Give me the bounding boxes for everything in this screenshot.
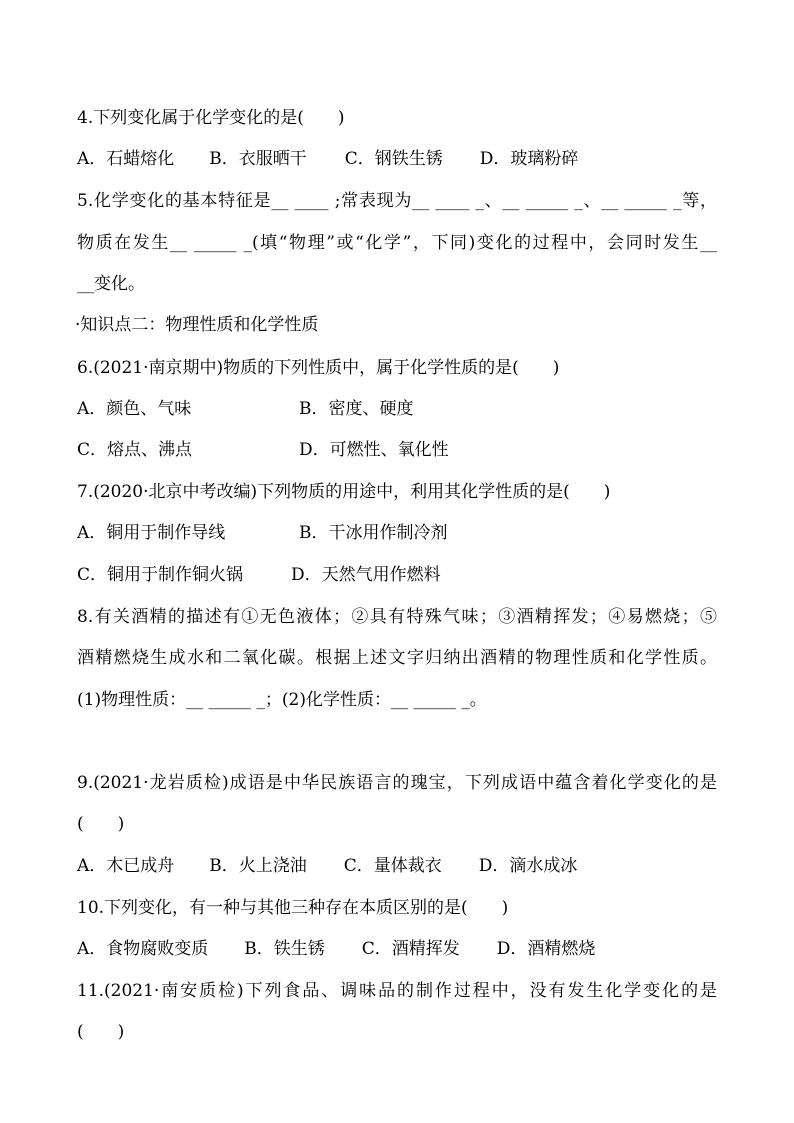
q11-answer-blank: ( ) [77,1022,125,1042]
q9-answer-blank: ( ) [77,814,125,834]
q6-options-row-1 [77,397,717,421]
q7-option-a: A．铜用于制作导线 [77,523,226,543]
q4-stem: 4.下列变化属于化学变化的是( ) [77,108,345,128]
q10-stem: 10.下列变化，有一种与其他三种存在本质区别的是( ) [77,898,509,918]
q9-option-a: A．木已成舟 [77,856,175,876]
q8-line-3: (1)物理性质：__ _____ _；(2)化学性质：__ _____ _。 [77,690,487,710]
q4-options [77,147,717,171]
q5-line-2: 物质在发生__ _____ _(填“物理”或“化学”，下同)变化的过程中，会同时发生__ [77,233,717,253]
q7-options-row-2 [77,563,717,587]
q5-line-3: __变化。 [77,274,145,294]
q8-line-2: 酒精燃烧生成水和二氧化碳。根据上述文字归纳出酒精的物理性质和化学性质。 [77,648,717,668]
q6-option-c: C．熔点、沸点 [77,440,193,460]
q7-option-b: B．干冰用作制冷剂 [299,523,448,543]
q10-options [77,937,717,961]
q10-option-c: C．酒精挥发 [361,939,460,959]
q6-stem: 6.(2021·南京期中)物质的下列性质中，属于化学性质的是( ) [77,358,560,378]
q4-option-c: C．钢铁生锈 [344,149,443,169]
q7-option-c: C．铜用于制作铜火锅 [77,565,244,585]
q9-option-c: C．量体裁衣 [343,856,442,876]
q6-options-row-2 [77,438,717,462]
q11-stem: 11.(2021·南安质检)下列食品、调味品的制作过程中，没有发生化学变化的是 [77,981,717,1001]
q6-option-d: D．可燃性、氧化性 [299,440,449,460]
q4-option-b: B．衣服晒干 [209,149,307,169]
q10-option-b: B．铁生锈 [244,939,325,959]
q9-option-b: B．火上浇油 [209,856,307,876]
q10-option-d: D．酒精燃烧 [496,939,596,959]
q6-option-b: B．密度、硬度 [299,399,414,419]
q6-option-a: A．颜色、气味 [77,399,192,419]
q7-option-d: D．天然气用作燃料 [291,565,441,585]
q5-line-1: 5.化学变化的基本特征是__ ____ ;常表现为__ ____ _、__ _____ _、__ _____ _等， [77,191,717,211]
q7-options-row-1 [77,521,717,545]
q9-stem: 9.(2021·龙岩质检)成语是中华民族语言的瑰宝，下列成语中蕴含着化学变化的是 [77,773,717,793]
section-heading: ·知识点二：物理性质和化学性质 [75,315,319,335]
q8-line-1: 8.有关酒精的描述有①无色液体；②具有特殊气味；③酒精挥发；④易燃烧；⑤ [77,607,717,627]
q4-option-a: A．石蜡熔化 [77,149,175,169]
q9-option-d: D．滴水成冰 [478,856,578,876]
q10-option-a: A．食物腐败变质 [77,939,209,959]
q4-option-d: D．玻璃粉碎 [479,149,579,169]
q9-options [77,854,717,878]
q7-stem: 7.(2020·北京中考改编)下列物质的用途中，利用其化学性质的是( ) [77,482,611,502]
